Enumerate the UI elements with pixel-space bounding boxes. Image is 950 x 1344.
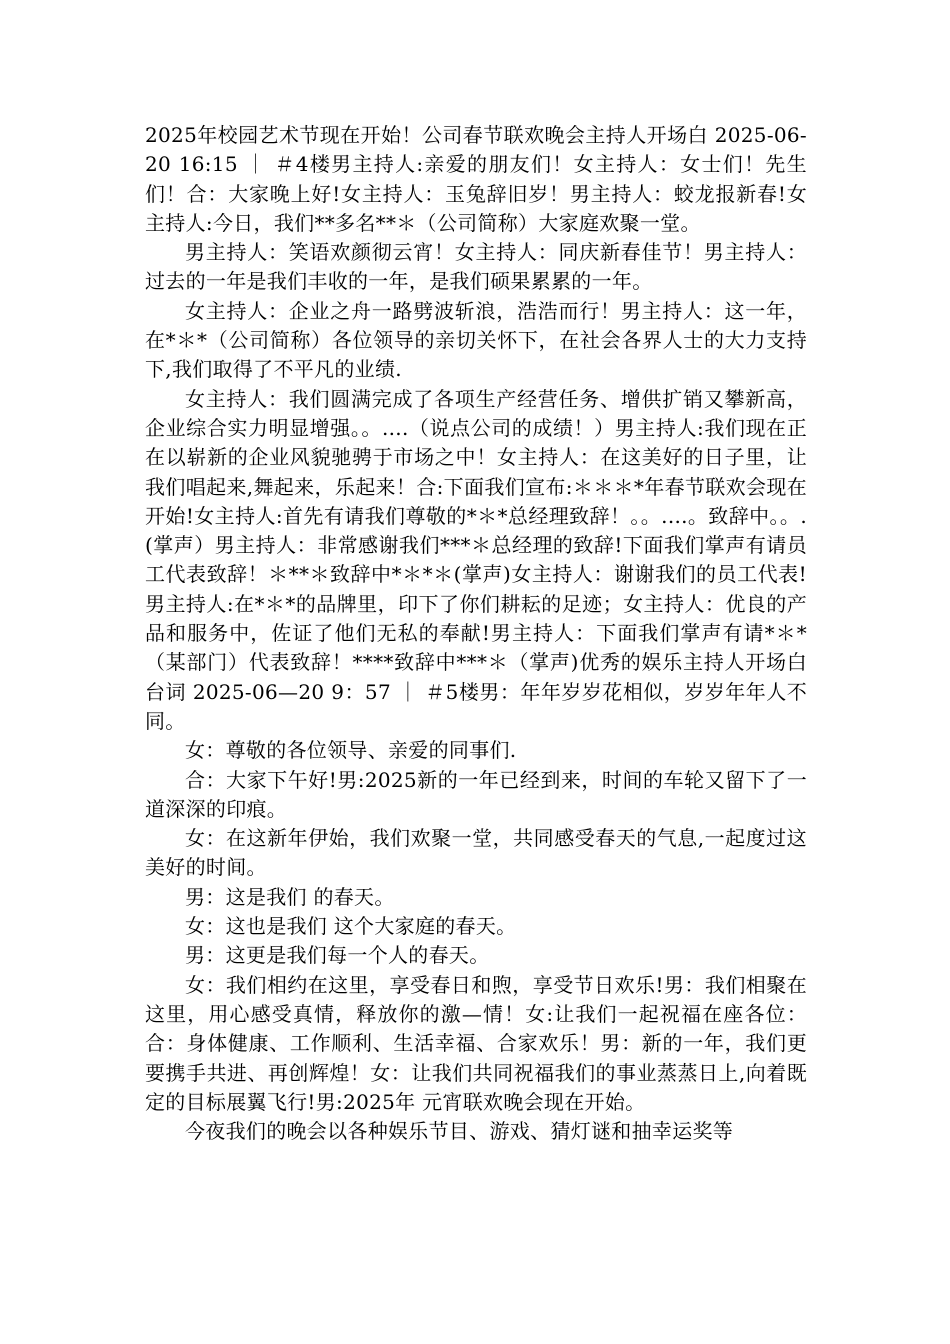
- paragraph: 女主持人：我们圆满完成了各项生产经营任务、增供扩销又攀新高，企业综合实力明显增强。。....（说点公司的成绩！）男主持人:我们现在正在以崭新的企业风貌驰骋于市场之中！女主持人：在这美好的日子里，让我们唱起来,舞起来，乐起来！合:下面我们宣布:＊＊＊*年春节联欢会现在开始!女主持人:首先有请我们尊敬的*＊*总经理致辞！。。....。致辞中。。.(掌声）男主持人：非常感谢我们***＊总经理的致辞!下面我们掌声有请员工代表致辞！＊**＊致辞中*＊*＊(掌声)女主持人：谢谢我们的员工代表!男主持人:在*＊*的品牌里，印下了你们耕耘的足迹；女主持人：优良的产品和服务中，佐证了他们无私的奉献!男主持人：下面我们掌声有请*＊*（某部门）代表致辞！****致辞中***＊（掌声)优秀的娱乐主持人开场白台词 2025-06—20 9：57 ｜ ＃5楼男：年年岁岁花相似，岁岁年年人不同。: [145, 386, 807, 733]
- paragraph: 女：这也是我们 这个大家庭的春天。: [185, 914, 517, 939]
- paragraph: 合：大家下午好!男:2025新的一年已经到来，时间的车轮又留下了一道深深的印痕。: [145, 767, 807, 821]
- paragraph-last: 今夜我们的晚会以各种娱乐节目、游戏、猜灯谜和抽幸运奖等: [185, 1119, 734, 1144]
- paragraph-opening: 2025年校园艺术节现在开始！公司春节联欢晚会主持人开场白 2025-06-20 16:15 ｜ ＃4楼男主持人:亲爱的朋友们！女主持人：女士们！先生们！合：大家晚上好!女主持人：玉兔辞旧岁！男主持人：蛟龙报新春!女主持人:今日，我们**多名**＊（公司简称）大家庭欢聚一堂。: [145, 123, 807, 235]
- paragraph: 男主持人：笑语欢颜彻云宵！女主持人：同庆新春佳节！男主持人：过去的一年是我们丰收的一年，是我们硕果累累的一年。: [145, 240, 807, 294]
- document-page: [145, 121, 807, 1146]
- paragraph: 女：尊敬的各位领导、亲爱的同事们.: [185, 738, 517, 763]
- paragraph: 女主持人：企业之舟一路劈波斩浪，浩浩而行！男主持人：这一年，在*＊*（公司简称）各位领导的亲切关怀下，在社会各界人士的大力支持下,我们取得了不平凡的业绩.: [145, 298, 807, 382]
- paragraph: 女：在这新年伊始，我们欢聚一堂，共同感受春天的气息,一起度过这美好的时间。: [145, 826, 807, 880]
- paragraph: 男：这是我们 的春天。: [185, 884, 395, 909]
- paragraph: 女：我们相约在这里，享受春日和煦，享受节日欢乐!男：我们相聚在这里，用心感受真情，释放你的激—情！女:让我们一起祝福在座各位：合：身体健康、工作顺利、生活幸福、合家欢乐！男：新的一年，我们更要携手共进、再创辉煌！女：让我们共同祝福我们的事业蒸蒸日上,向着既定的目标展翼飞行!男:2025年 元宵联欢晚会现在开始。: [145, 972, 807, 1114]
- paragraph: 男：这更是我们每一个人的春天。: [185, 943, 490, 968]
